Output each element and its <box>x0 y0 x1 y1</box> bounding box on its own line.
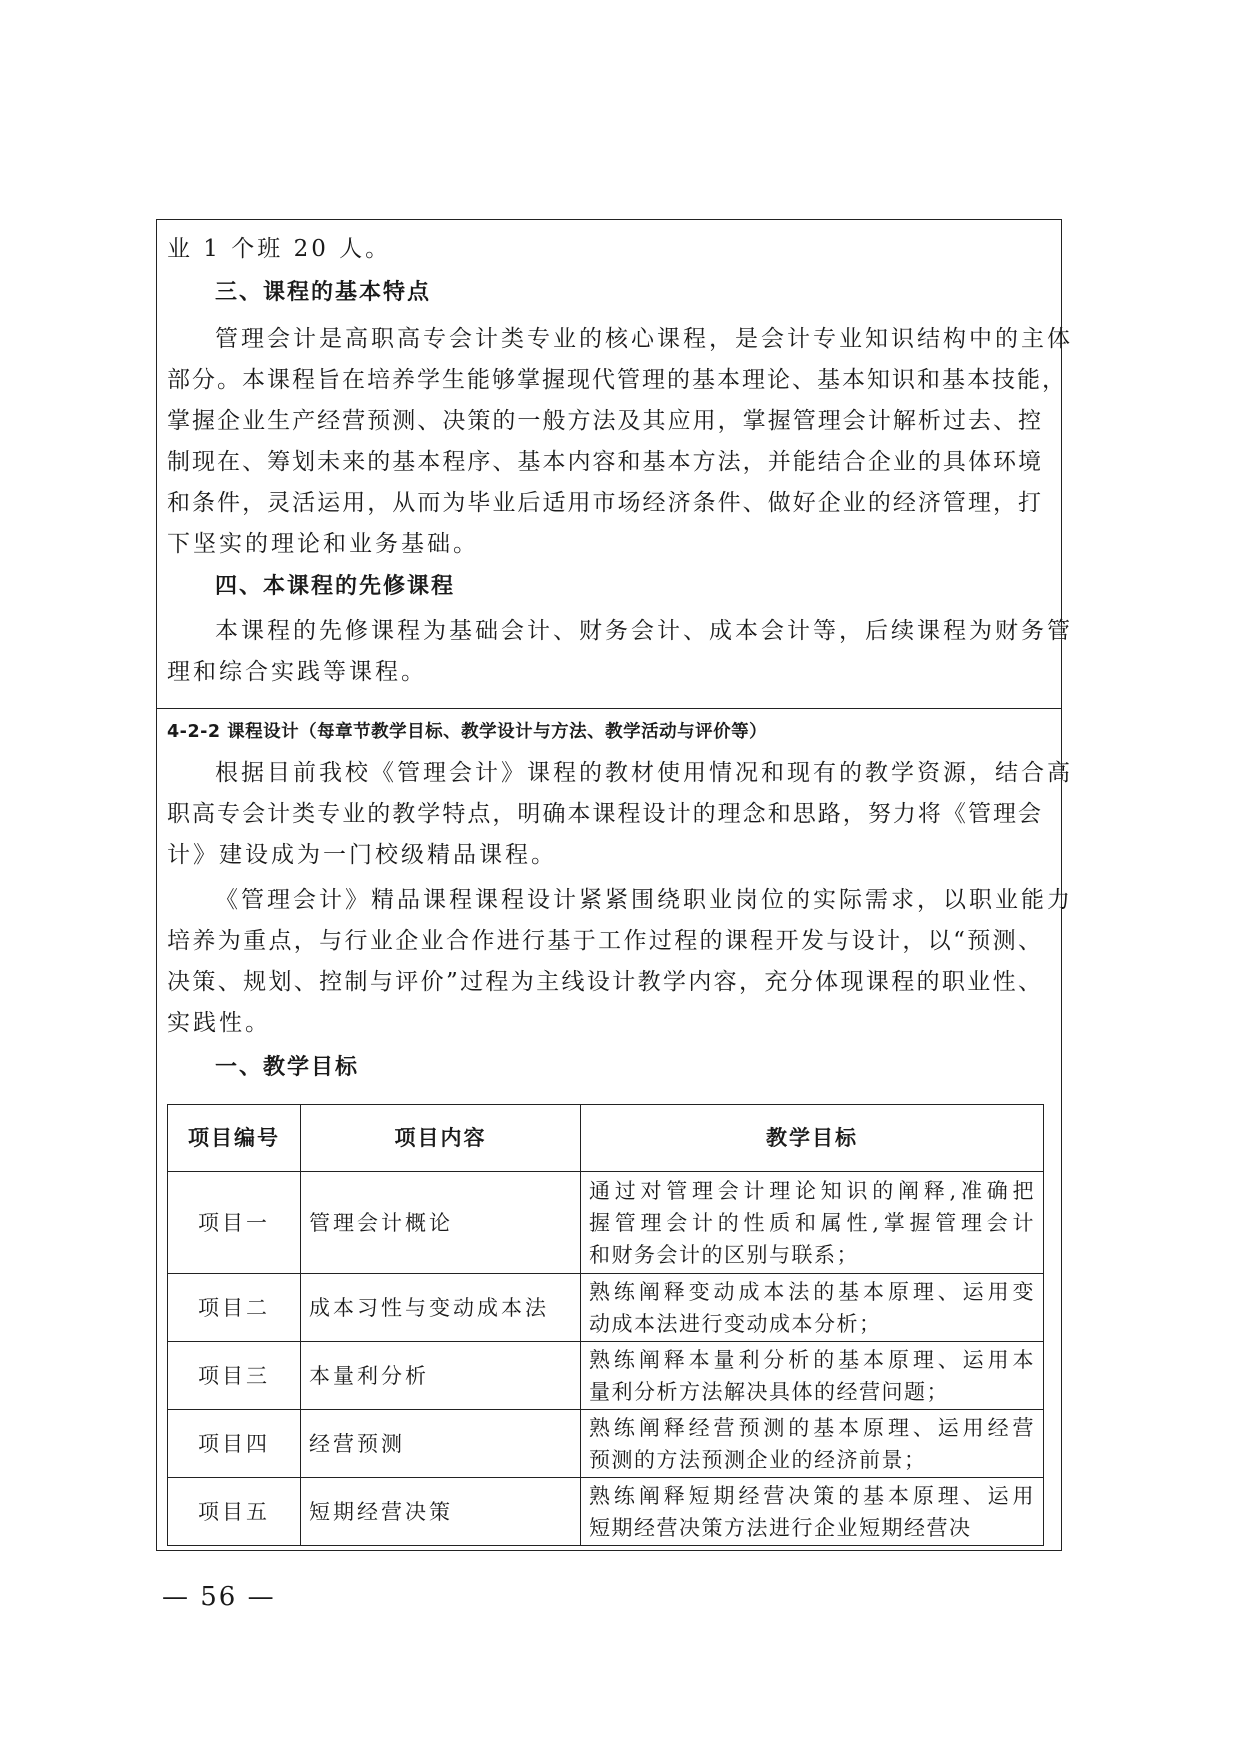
project-number: 项目五 <box>168 1478 301 1546</box>
table-row <box>168 1172 1044 1274</box>
project-goal <box>581 1478 1044 1546</box>
project-number: 项目四 <box>168 1410 301 1478</box>
document-frame <box>156 219 1073 1551</box>
goal-line: 预测的方法预测企业的经济前景； <box>589 1447 927 1472</box>
table-header-row <box>168 1105 1044 1172</box>
goal-line: 短期经营决策方法进行企业短期经营决 <box>589 1515 972 1540</box>
project-content: 管理会计概论 <box>301 1172 581 1274</box>
goal-line: 熟练阐释短期经营决策的基本原理、运用 <box>589 1483 1035 1508</box>
project-goal <box>581 1410 1044 1478</box>
table-row <box>168 1478 1044 1546</box>
table-row <box>168 1410 1044 1478</box>
project-number: 项目一 <box>168 1172 301 1274</box>
design-para1-line-1: 根据目前我校《管理会计》课程的教材使用情况和现有的教学资源，结合高 <box>215 760 1073 786</box>
course-design-label: 4-2-2 课程设计（每章节教学目标、教学设计与方法、教学活动与评价等） <box>167 722 768 742</box>
prereq-line-2: 理和综合实践等课程。 <box>167 659 427 685</box>
design-para1-line-3: 计》建设成为一门校级精品课程。 <box>167 842 557 868</box>
table-row <box>168 1342 1044 1410</box>
features-line-3: 掌握企业生产经营预测、决策的一般方法及其应用，掌握管理会计解析过去、控 <box>167 408 1043 434</box>
teaching-goals-table <box>167 1104 1044 1546</box>
goal-line: 和财务会计的区别与联系； <box>589 1242 859 1267</box>
goal-line: 熟练阐释本量利分析的基本原理、运用本 <box>589 1347 1035 1372</box>
goal-line: 量利分析方法解决具体的经营问题； <box>589 1379 949 1404</box>
project-number: 项目二 <box>168 1274 301 1342</box>
header-teaching-goal: 教学目标 <box>581 1105 1044 1172</box>
design-para2-line-3: 决策、规划、控制与评价”过程为主线设计教学内容，充分体现课程的职业性、 <box>167 969 1043 995</box>
heading-teaching-goals: 一、教学目标 <box>215 1055 360 1080</box>
features-line-4: 制现在、筹划未来的基本程序、基本内容和基本方法，并能结合企业的具体环境 <box>167 449 1043 475</box>
heading-course-features: 三、课程的基本特点 <box>215 280 432 305</box>
goal-line: 熟练阐释变动成本法的基本原理、运用变 <box>589 1279 1035 1304</box>
design-para2-line-1: 《管理会计》精品课程课程设计紧紧围绕职业岗位的实际需求，以职业能力 <box>215 887 1073 913</box>
features-line-2: 部分。本课程旨在培养学生能够掌握现代管理的基本理论、基本知识和基本技能， <box>167 367 1067 393</box>
project-content: 短期经营决策 <box>301 1478 581 1546</box>
design-para1-line-2: 职高专会计类专业的教学特点，明确本课程设计的理念和思路，努力将《管理会 <box>167 801 1043 827</box>
prereq-line-1: 本课程的先修课程为基础会计、财务会计、成本会计等，后续课程为财务管 <box>215 618 1073 644</box>
goal-line: 通过对管理会计理论知识的阐释,准确把 <box>589 1178 1035 1203</box>
project-content: 经营预测 <box>301 1410 581 1478</box>
project-goal <box>581 1172 1044 1274</box>
project-number: 项目三 <box>168 1342 301 1410</box>
page-number: — 56 — <box>162 1582 276 1612</box>
goal-line: 动成本法进行变动成本分析； <box>589 1311 882 1336</box>
table-row <box>168 1274 1044 1342</box>
project-goal <box>581 1274 1044 1342</box>
header-project-number: 项目编号 <box>168 1105 301 1172</box>
section-divider <box>157 708 1061 709</box>
project-content: 成本习性与变动成本法 <box>301 1274 581 1342</box>
goal-line: 熟练阐释经营预测的基本原理、运用经营 <box>589 1415 1035 1440</box>
project-goal <box>581 1342 1044 1410</box>
header-project-content: 项目内容 <box>301 1105 581 1172</box>
heading-prerequisites: 四、本课程的先修课程 <box>215 574 456 599</box>
design-para2-line-2: 培养为重点，与行业企业合作进行基于工作过程的课程开发与设计，以“预测、 <box>167 928 1043 954</box>
enrollment-line: 业 1 个班 20 人。 <box>167 236 392 262</box>
features-line-6: 下坚实的理论和业务基础。 <box>167 531 479 557</box>
features-line-1: 管理会计是高职高专会计类专业的核心课程，是会计专业知识结构中的主体 <box>215 326 1073 352</box>
goal-line: 握管理会计的性质和属性,掌握管理会计 <box>589 1210 1035 1235</box>
project-content: 本量利分析 <box>301 1342 581 1410</box>
design-para2-line-4: 实践性。 <box>167 1010 271 1036</box>
features-line-5: 和条件，灵活运用，从而为毕业后适用市场经济条件、做好企业的经济管理，打 <box>167 490 1043 516</box>
